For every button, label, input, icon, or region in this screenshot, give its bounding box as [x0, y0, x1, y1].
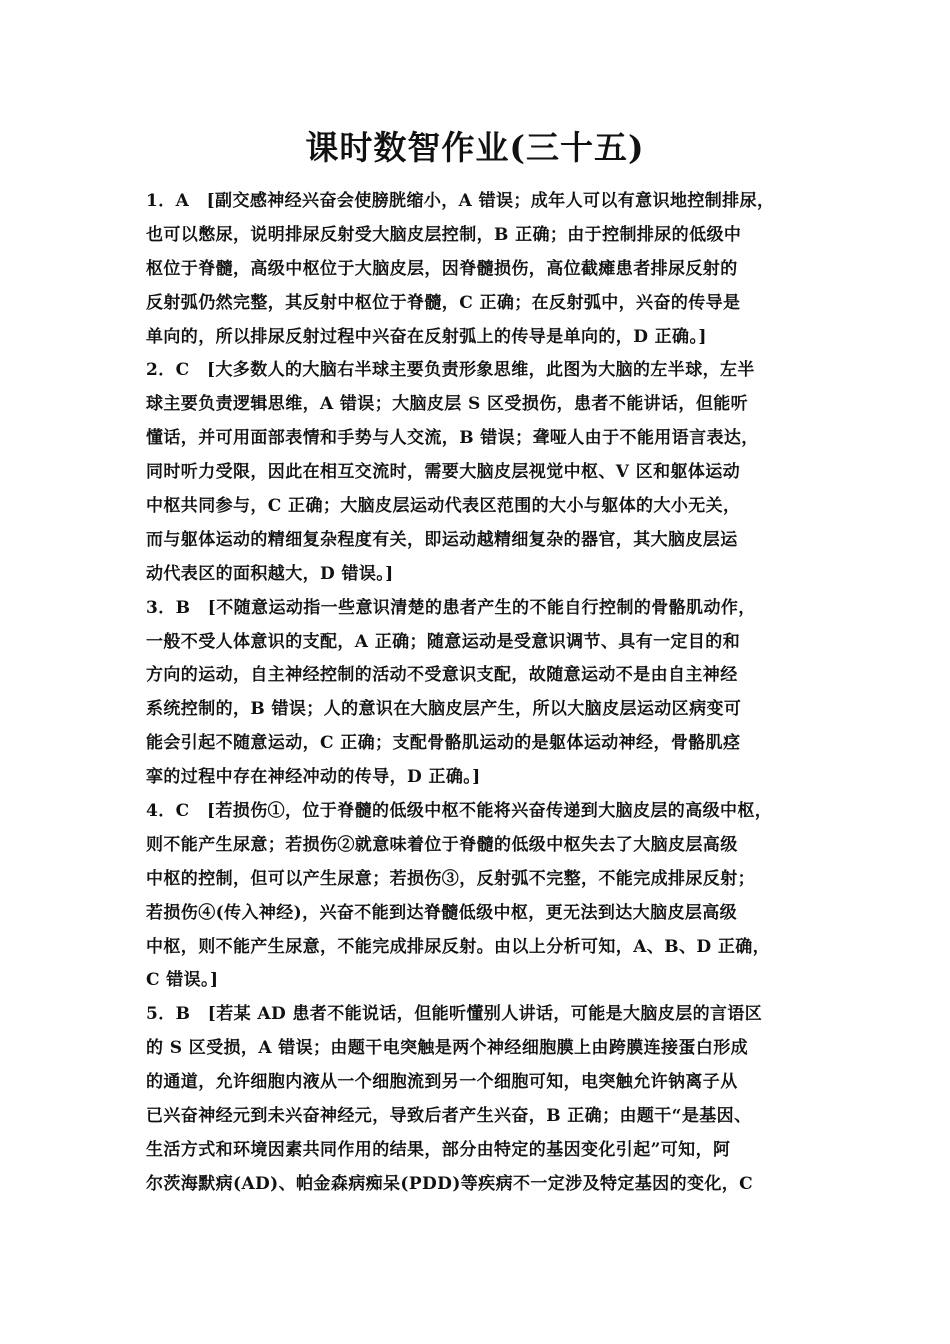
answer-item-3 [146, 592, 818, 795]
text-line: 枢位于脊髓，高级中枢位于大脑皮层，因脊髓损伤，高位截瘫患者排尿反射的 [146, 258, 738, 279]
text-line: 单向的，所以排尿反射过程中兴奋在反射弧上的传导是单向的，D 正确。] [146, 326, 707, 347]
answer-item-2 [146, 354, 818, 591]
text-line: C 错误。] [146, 970, 219, 991]
text-line: 也可以憋尿，说明排尿反射受大脑皮层控制，B 正确；由于控制排尿的低级中 [146, 224, 742, 245]
answer-item-5 [146, 998, 818, 1201]
text-line: 动代表区的面积越大，D 错误。] [146, 563, 394, 584]
text-line: 方向的运动，自主神经控制的活动不受意识支配，故随意运动不是由自主神经 [146, 665, 738, 686]
text-line: 5．B [若某 AD 患者不能说话，但能听懂别人讲话，可能是大脑皮层的言语区 [146, 1004, 763, 1025]
text-line: 一般不受人体意识的支配，A 正确；随意运动是受意识调节、具有一定目的和 [146, 631, 741, 652]
text-line: 能会引起不随意运动，C 正确；支配骨骼肌运动的是躯体运动神经，骨骼肌痉 [146, 733, 741, 754]
text-line: 懂话，并可用面部表情和手势与人交流，B 错误；聋哑人由于不能用语言表达， [146, 428, 759, 449]
text-line: 则不能产生尿意；若损伤②就意味着位于脊髓的低级中枢失去了大脑皮层高级 [146, 834, 738, 855]
text-line: 中枢的控制，但可以产生尿意；若损伤③，反射弧不完整，不能完成排尿反射； [146, 868, 755, 889]
text-line: 同时听力受限，因此在相互交流时，需要大脑皮层视觉中枢、V 区和躯体运动 [146, 462, 741, 483]
text-line: 的 S 区受损，A 错误；由题干电突触是两个神经细胞膜上由跨膜连接蛋白形成 [146, 1038, 749, 1059]
text-line: 的通道，允许细胞内液从一个细胞流到另一个细胞可知，电突触允许钠离子从 [146, 1072, 738, 1093]
text-line: 若损伤④(传入神经)，兴奋不能到达脊髓低级中枢，更无法到达大脑皮层高级 [146, 902, 738, 923]
text-line: 1．A [副交感神经兴奋会使膀胱缩小，A 错误；成年人可以有意识地控制排尿， [146, 191, 775, 211]
text-line: 已兴奋神经元到未兴奋神经元，导致后者产生兴奋，B 正确；由题干“是基因、 [146, 1106, 752, 1127]
text-line: 生活方式和环境因素共同作用的结果，部分由特定的基因变化引起”可知，阿 [146, 1139, 731, 1160]
text-line: 尔茨海默病(AD)、帕金森病痴呆(PDD)等疾病不一定涉及特定基因的变化，C [146, 1173, 754, 1194]
text-line: 3．B [不随意运动指一些意识清楚的患者产生的不能自行控制的骨骼肌动作， [146, 597, 756, 618]
answer-item-1 [146, 185, 818, 354]
text-line: 2．C [大多数人的大脑右半球主要负责形象思维，此图为大脑的左半球，左半 [146, 360, 755, 381]
text-line: 系统控制的，B 错误；人的意识在大脑皮层产生，所以大脑皮层运动区病变可 [146, 699, 742, 720]
page-title: 课时数智作业(三十五) [305, 128, 645, 167]
text-line: 挛的过程中存在神经冲动的传导，D 正确。] [146, 767, 481, 788]
text-line: 中枢共同参与，C 正确；大脑皮层运动代表区范围的大小与躯体的大小无关， [146, 496, 741, 517]
text-line: 中枢，则不能产生尿意，不能完成排尿反射。由以上分析可知，A、B、D 正确， [146, 936, 771, 957]
answer-item-4 [146, 795, 818, 998]
text-line: 而与躯体运动的精细复杂程度有关，即运动越精细复杂的器官，其大脑皮层运 [146, 529, 738, 550]
text-line: 4．C [若损伤①，位于脊髓的低级中枢不能将兴奋传递到大脑皮层的高级中枢， [146, 801, 773, 822]
answer-body [146, 185, 818, 1202]
text-line: 球主要负责逻辑思维，A 错误；大脑皮层 S 区受损伤，患者不能讲话，但能听 [146, 394, 749, 415]
text-line: 反射弧仍然完整，其反射中枢位于脊髓，C 正确；在反射弧中，兴奋的传导是 [146, 292, 741, 313]
